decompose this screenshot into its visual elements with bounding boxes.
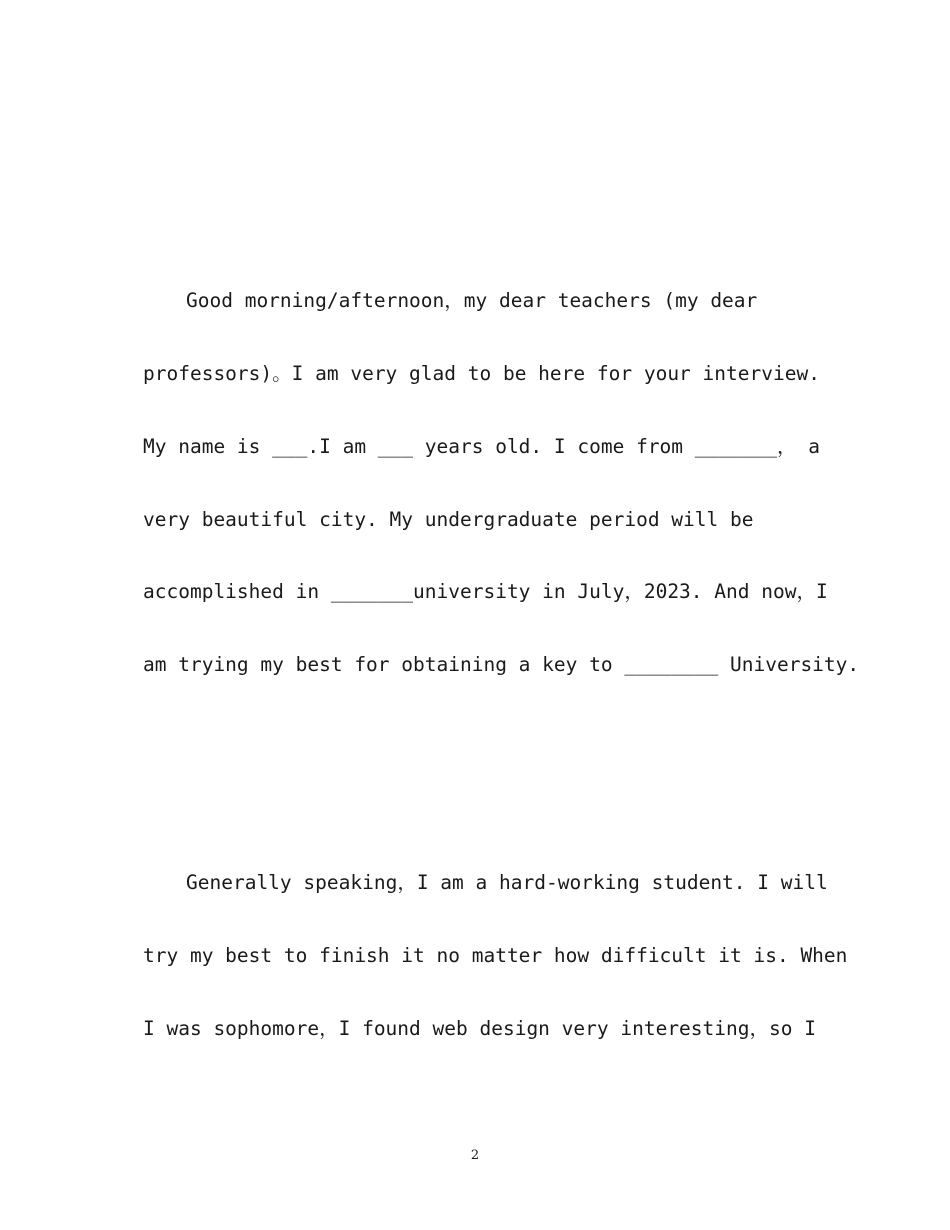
paragraph-1-line-1: Good morning/afternoon，my dear teachers (my dear [186, 289, 758, 312]
paragraph-2-line-2: try my best to finish it no matter how difficult it is. When [143, 944, 848, 967]
paragraph-1-line-4: very beautiful city. My undergraduate period will be [143, 508, 754, 531]
paragraph-1-line-2: professors)。I am very glad to be here for your interview. [143, 362, 820, 385]
paragraph-2-line-1: Generally speaking，I am a hard-working student. I will [186, 871, 828, 894]
paragraph-1-line-6: am trying my best for obtaining a key to ________ University. [143, 653, 860, 676]
paragraph-1-line-3: My name is ___.I am ___ years old. I come from _______， a [143, 435, 820, 458]
page-number: 2 [470, 1148, 480, 1163]
paragraph-2-line-3: I was sophomore，I found web design very interesting，so I [143, 1017, 816, 1040]
paragraph-1-line-5: accomplished in _______university in July，2023. And now，I [143, 580, 828, 603]
